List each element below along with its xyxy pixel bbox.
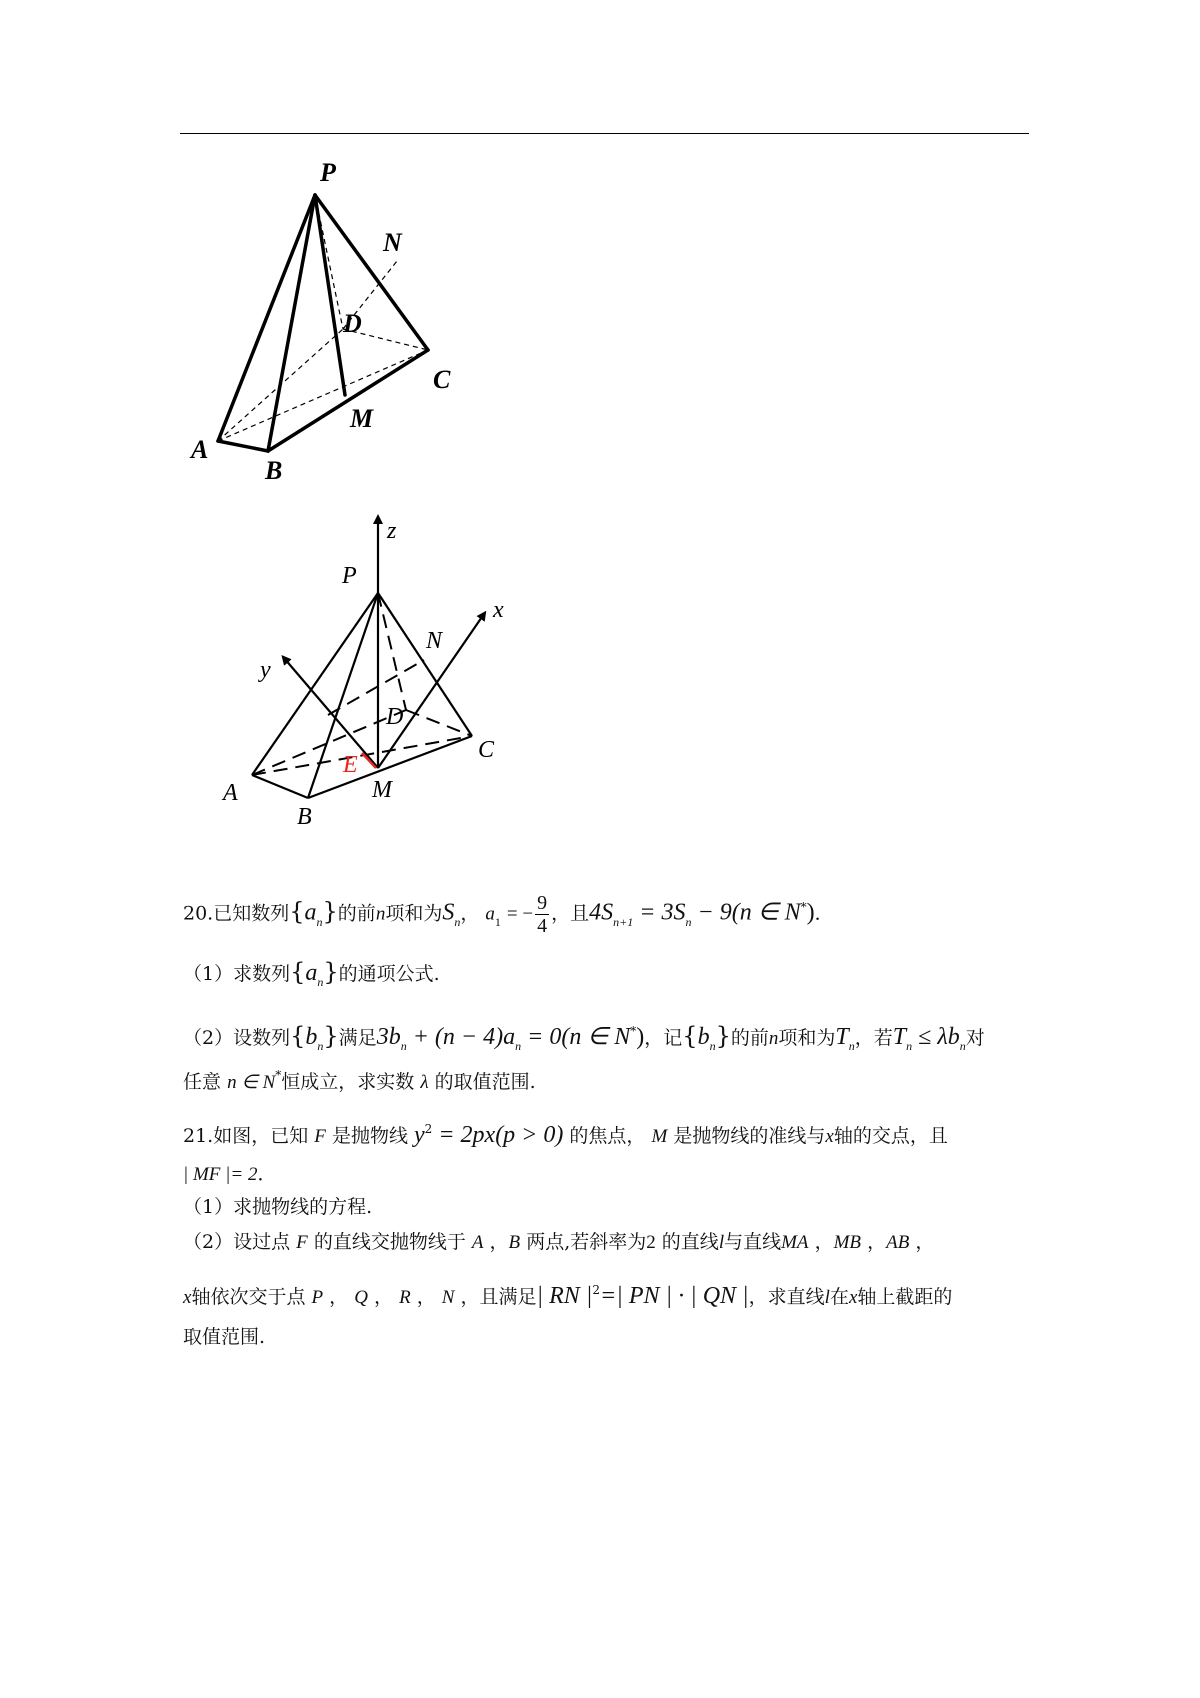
pyramid-figure-1 [185,155,485,485]
edge-BC [268,350,428,451]
q21-statement-line2: | MF |= 2． [183,1163,277,1185]
label-P: P [320,158,336,187]
label-x: x [493,597,504,623]
label-D: D [343,309,362,338]
q21-part1: （1）求抛物线的方程. [183,1196,373,1218]
edge-AB [218,441,268,451]
edge-AC-hidden [252,736,472,775]
q21-part2-line2: x轴依次交于点 P ， Q ， R ， N ，且满足| RN $|^2=|$ PN | · | QN |，求直线l在x轴上截距的 [183,1283,953,1309]
label-A: A [191,435,209,464]
q20-statement: 20.已知数列$\{a_n\}$的前n项和为$S_n$， $a_1$ = − $\frac{9}{4}$ ，且$4S_{n+1} = 3S_n - 9(n$ ∈ N*)． [183,892,834,937]
fraction-9-4: $\frac{9}{4}$ [537,892,548,937]
header-rule [180,133,1029,134]
label-E: E [343,752,358,778]
edge-PB [268,195,315,451]
edge-AD-hidden [218,329,343,441]
label-N: N [383,228,402,257]
edge-N-hidden [328,660,424,715]
label-C: C [433,365,451,394]
q21-part2-line1: （2）设过点 F 的直线交抛物线于 A ，B 两点,若斜率为2 的直线l与直线MA ，MB ，AB ， [183,1231,935,1253]
label-D: D [386,704,404,730]
label-P: P [342,563,357,589]
edge-PM [315,195,345,395]
label-C: C [478,737,495,763]
edge-PA [218,195,315,441]
edge-AB [252,775,308,798]
pyramid-figure-2 [210,510,530,840]
edge-PC [315,195,428,350]
label-y: y [260,657,271,683]
q20-part2-line1: （2）设数列$\{b_n\}$满足$3b_n + (n - 4)a_n = 0(n$ ∈ N*)，记$\{b_n\}$的前n项和为$T_n$，若$T_n \le \lambda b_n$对 [183,1022,985,1053]
label-B: B [265,456,283,485]
label-z: z [387,518,397,544]
edge-PD-hidden [378,593,406,710]
q20-part2-line2: 任意 n ∈ N*恒成立，求实数 λ 的取值范围. [183,1068,536,1093]
edge-DC-hidden [406,710,472,736]
label-A: A [223,780,238,806]
label-M: M [372,777,392,803]
q20-part1: （1）求数列$\{a_n\}$的通项公式. [183,958,440,989]
q21-part2-line3: 取值范围. [183,1326,266,1348]
label-N: N [426,628,443,654]
q21-statement-line1: 21.如图，已知 F 是抛物线 $y^2 = 2px(p > 0)$ 的焦点， M 是抛物线的准线与x轴的交点，且 [183,1122,948,1148]
label-B: B [297,804,312,830]
label-M: M [350,404,374,433]
